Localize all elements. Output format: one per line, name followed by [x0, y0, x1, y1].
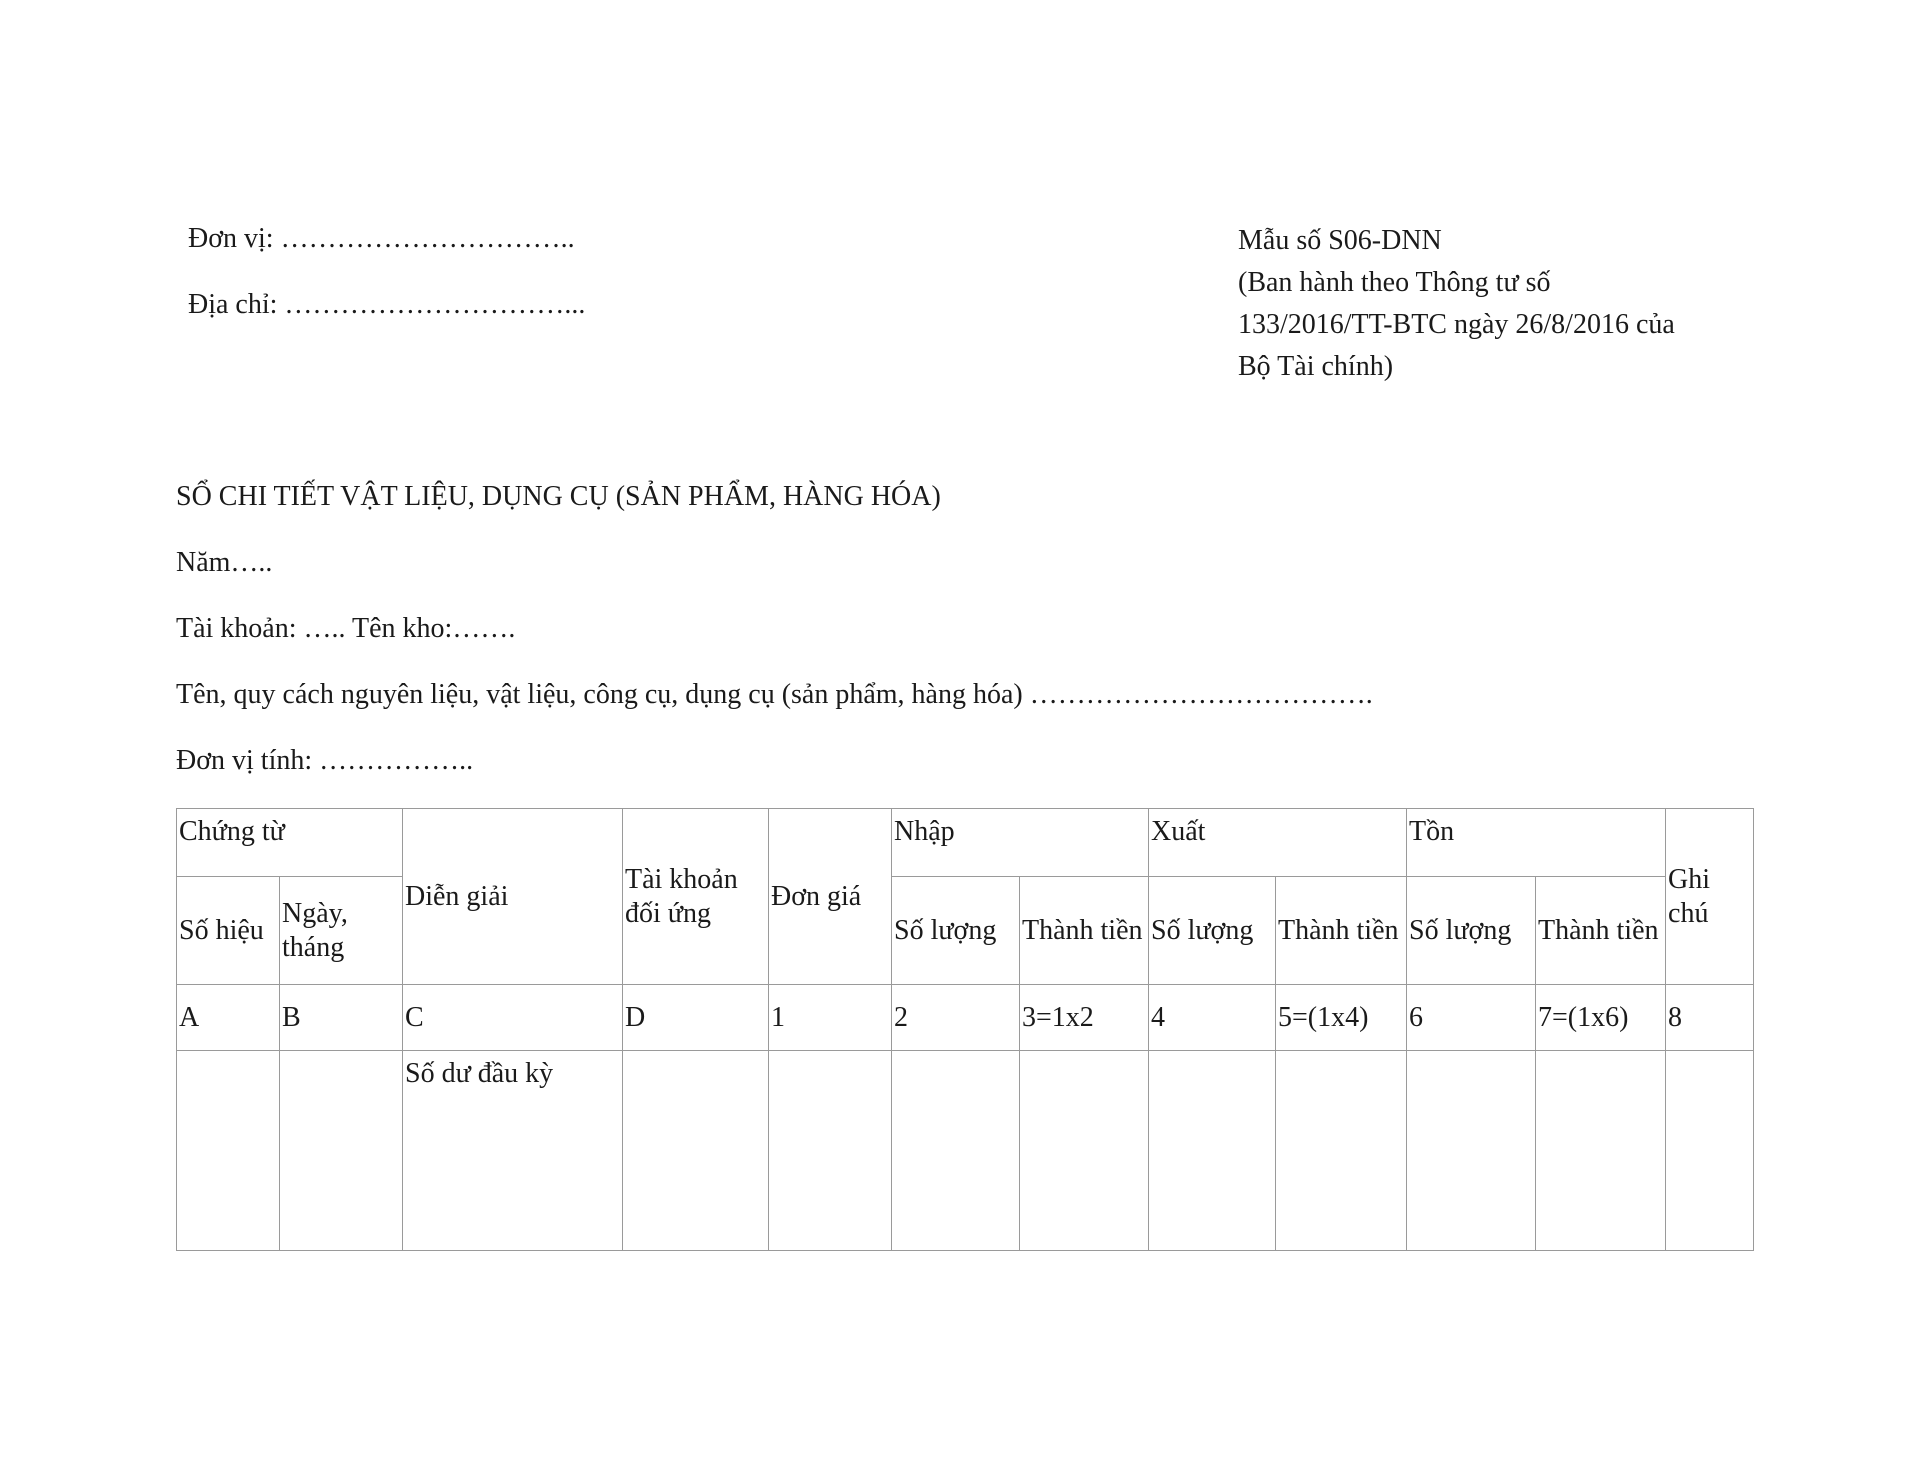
header-description: Diễn giải — [403, 809, 623, 985]
header-receipt-amount: Thành tiền — [1020, 877, 1149, 985]
document-title: SỔ CHI TIẾT VẬT LIỆU, DỤNG CỤ (SẢN PHẨM, HÀNG HÓA) — [176, 481, 941, 512]
opening-balance-label: Số dư đầu kỳ — [403, 1051, 623, 1251]
opening-balance-row — [177, 1051, 1754, 1251]
unit-line: Đơn vị: ………………………….. — [188, 223, 575, 254]
form-issued-line-1: (Ban hành theo Thông tư số — [1238, 267, 1551, 298]
code-cell: 5=(1x4) — [1276, 985, 1407, 1051]
code-row — [177, 985, 1754, 1051]
table-cell — [280, 1051, 403, 1251]
header-issue-qty: Số lượng — [1149, 877, 1276, 985]
code-cell: 7=(1x6) — [1536, 985, 1666, 1051]
header-voucher-date: Ngày, tháng — [280, 877, 403, 985]
year-line: Năm….. — [176, 547, 273, 578]
code-cell: 2 — [892, 985, 1020, 1051]
table-cell — [623, 1051, 769, 1251]
table-cell — [1536, 1051, 1666, 1251]
header-note: Ghi chú — [1666, 809, 1754, 985]
header-balance-qty: Số lượng — [1407, 877, 1536, 985]
ledger-table — [176, 808, 1754, 1251]
unit-of-measure-line: Đơn vị tính: …………….. — [176, 745, 474, 776]
header-row-groups — [177, 809, 1754, 877]
address-line: Địa chỉ: …………………………... — [188, 289, 586, 320]
header-voucher: Chứng từ — [177, 809, 403, 877]
table-cell — [1407, 1051, 1536, 1251]
code-cell: 3=1x2 — [1020, 985, 1149, 1051]
table-cell — [177, 1051, 280, 1251]
code-cell: B — [280, 985, 403, 1051]
table-cell — [1149, 1051, 1276, 1251]
table-cell — [1020, 1051, 1149, 1251]
header-unit-price: Đơn giá — [769, 809, 892, 985]
header-issue: Xuất — [1149, 809, 1407, 877]
form-issued-line-2: 133/2016/TT-BTC ngày 26/8/2016 của — [1238, 309, 1675, 340]
header-receipt-qty: Số lượng — [892, 877, 1020, 985]
header-contra-account: Tài khoản đối ứng — [623, 809, 769, 985]
header-balance: Tồn — [1407, 809, 1666, 877]
code-cell: 1 — [769, 985, 892, 1051]
code-cell: 4 — [1149, 985, 1276, 1051]
header-balance-amount: Thành tiền — [1536, 877, 1666, 985]
table-cell — [892, 1051, 1020, 1251]
table-cell — [1666, 1051, 1754, 1251]
header-voucher-no: Số hiệu — [177, 877, 280, 985]
header-receipt: Nhập — [892, 809, 1149, 877]
code-cell: D — [623, 985, 769, 1051]
code-cell: A — [177, 985, 280, 1051]
form-issued-line-3: Bộ Tài chính) — [1238, 351, 1394, 382]
form-code: Mẫu số S06-DNN — [1238, 225, 1442, 256]
spec-line: Tên, quy cách nguyên liệu, vật liệu, công cụ, dụng cụ (sản phẩm, hàng hóa) ………………………………. — [176, 679, 1373, 710]
table-cell — [769, 1051, 892, 1251]
account-line: Tài khoản: ….. Tên kho:……. — [176, 613, 516, 644]
code-cell: 6 — [1407, 985, 1536, 1051]
code-cell: 8 — [1666, 985, 1754, 1051]
header-issue-amount: Thành tiền — [1276, 877, 1407, 985]
code-cell: C — [403, 985, 623, 1051]
table-cell — [1276, 1051, 1407, 1251]
form-info-block — [1238, 220, 1838, 388]
